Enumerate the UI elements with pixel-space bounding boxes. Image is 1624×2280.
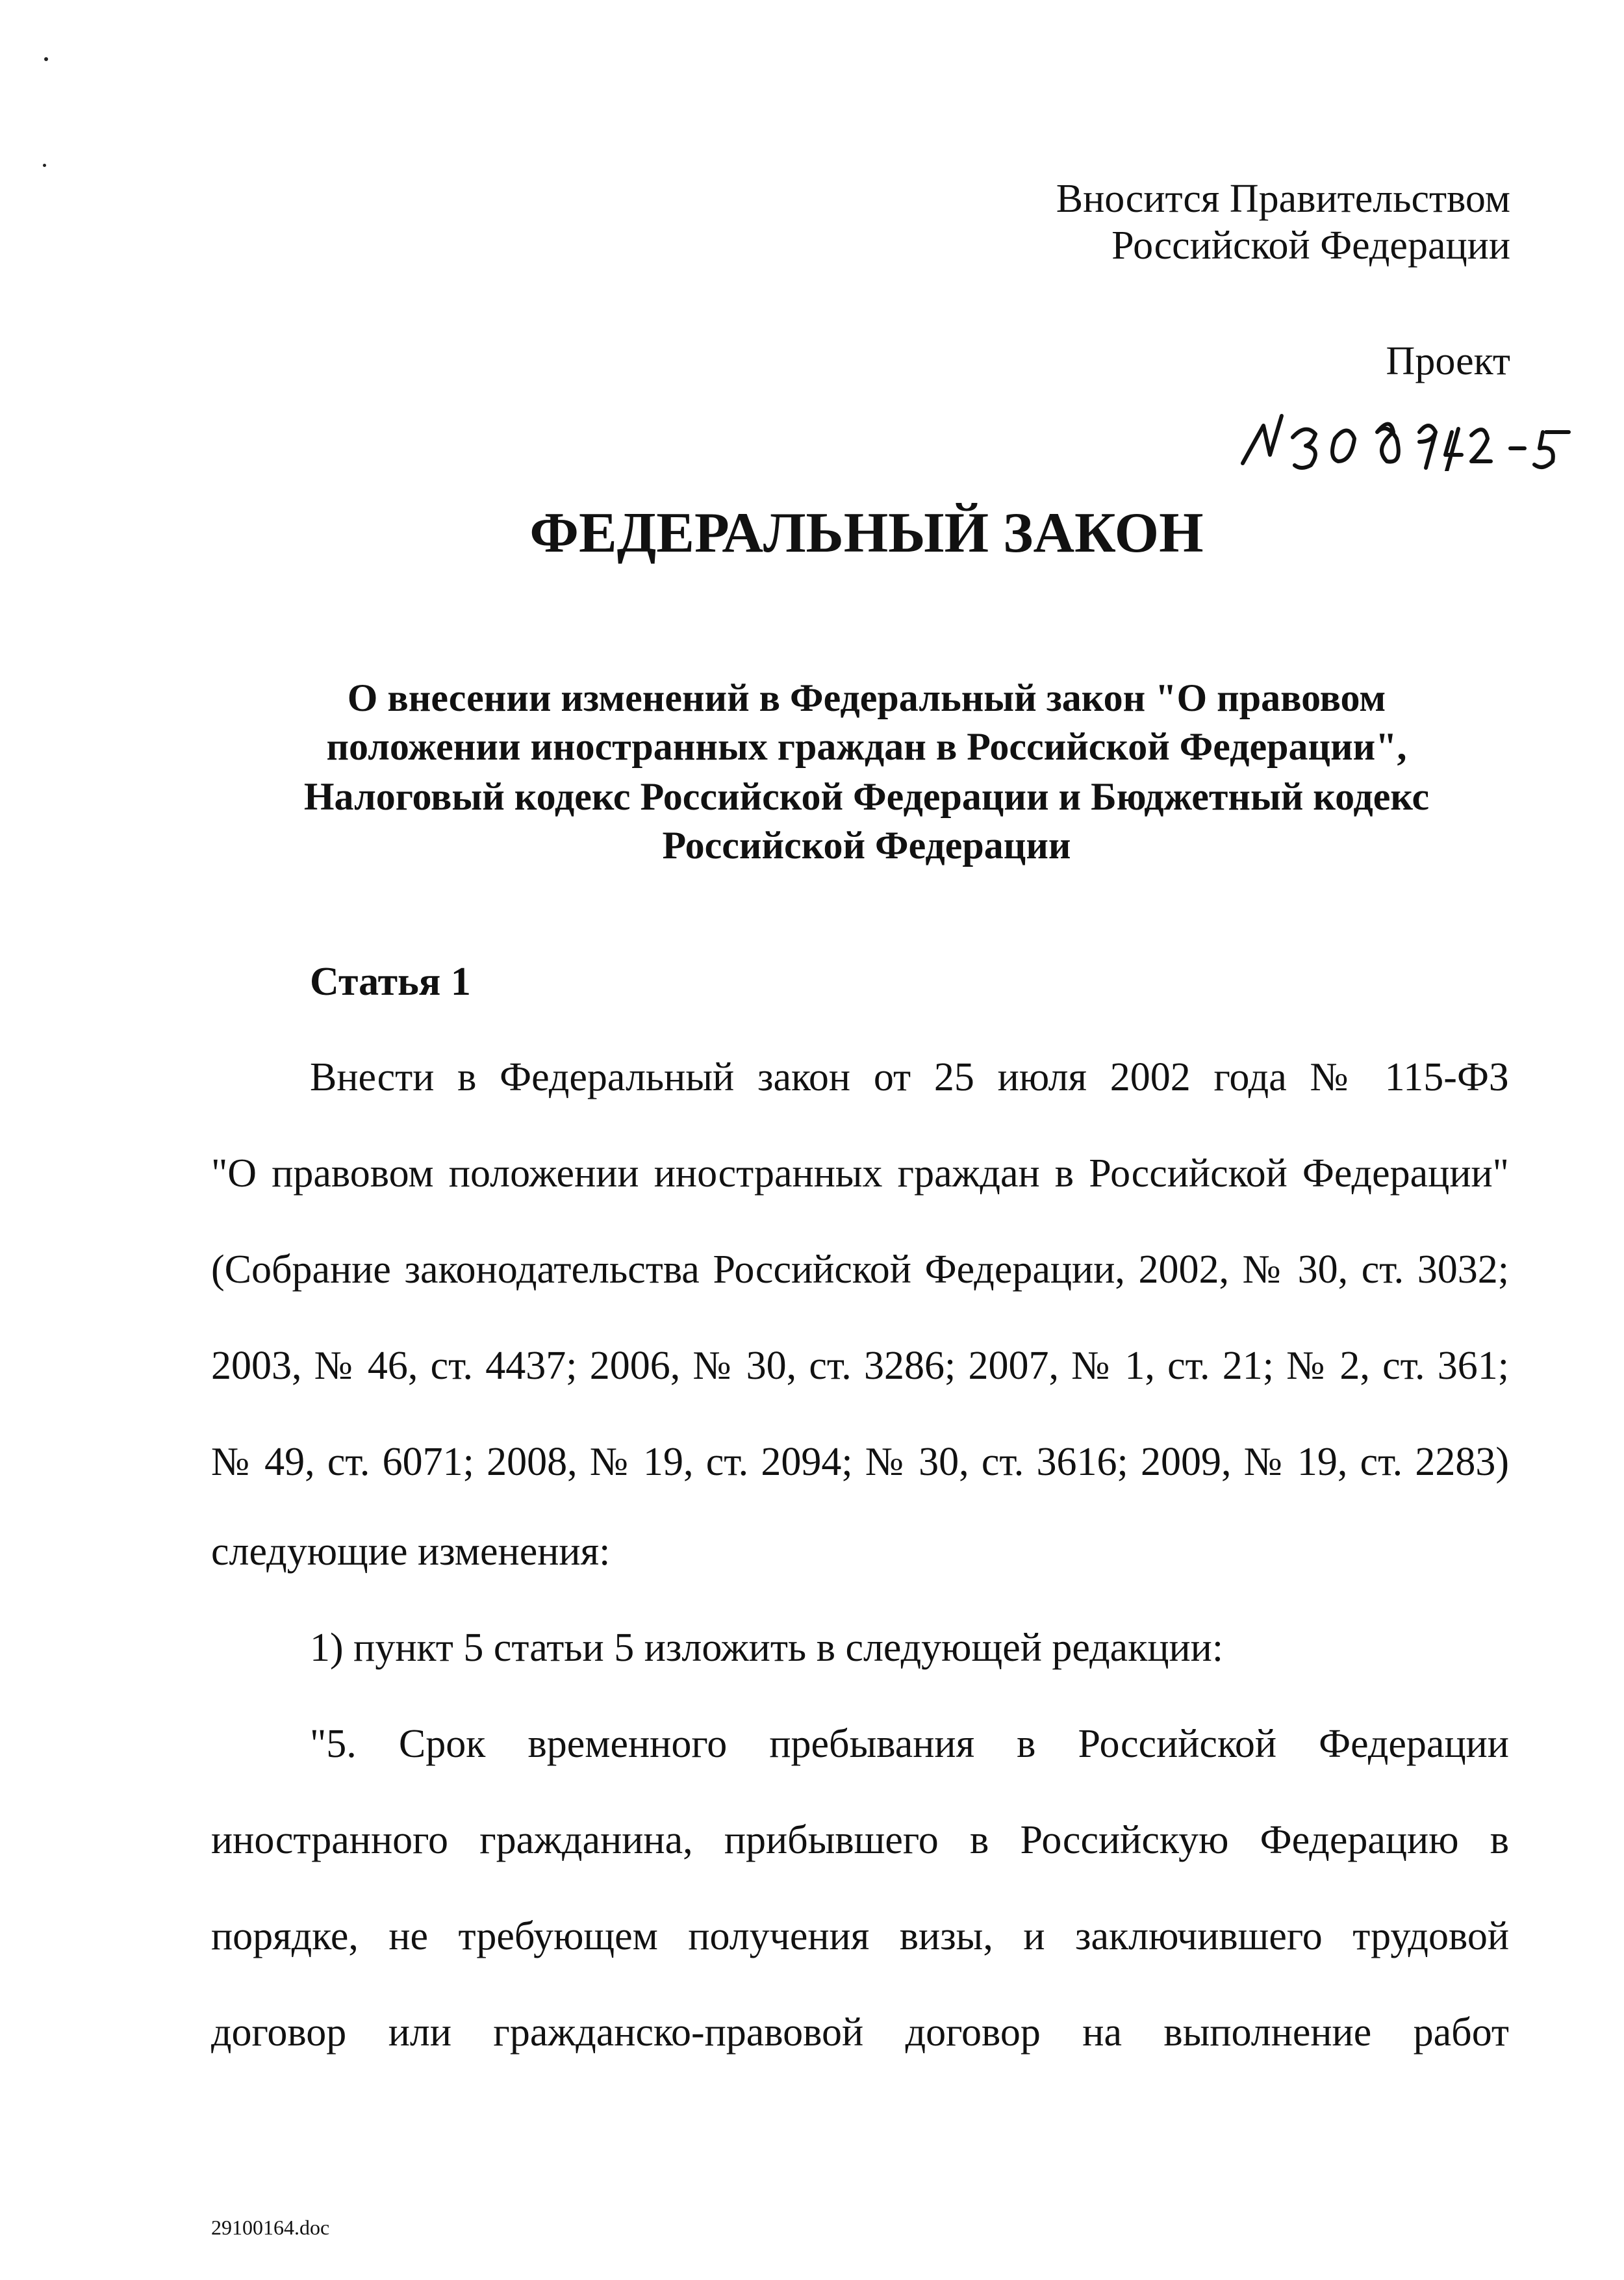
body-line: 2003, № 46, ст. 4437; 2006, № 30, ст. 3286; 2007, № 1, ст. 21; № 2, ст. 361; (211, 1344, 1509, 1388)
submitted-by-line1: Вносится Правительством (1056, 177, 1510, 221)
subtitle-line: Российской Федерации (662, 824, 1071, 867)
handwritten-registration-number (1237, 406, 1575, 471)
draft-status: Проект (1386, 339, 1510, 383)
subtitle-line: Налоговый кодекс Российской Федерации и Бюджетный кодекс (303, 775, 1430, 818)
scan-speck (43, 164, 46, 167)
body-line: (Собрание законодательства Российской Федерации, 2002, № 30, ст. 3032; (211, 1248, 1509, 1292)
document-title: ФЕДЕРАЛЬНЫЙ ЗАКОН (529, 502, 1204, 565)
subtitle-line: положении иностранных граждан в Российской Федерации", (326, 725, 1407, 768)
body-line: "О правовом положении иностранных граждан в Российской Федерации" (211, 1151, 1509, 1196)
body-line: "5. Срок временного пребывания в Российской Федерации (310, 1722, 1509, 1766)
footer-filename: 29100164.doc (211, 2216, 330, 2239)
body-line: иностранного гражданина, прибывшего в Российскую Федерацию в (211, 1818, 1509, 1862)
body-line: № 49, ст. 6071; 2008, № 19, ст. 2094; № 30, ст. 3616; 2009, № 19, ст. 2283) (211, 1440, 1509, 1484)
body-line: 1) пункт 5 статьи 5 изложить в следующей редакции: (310, 1626, 1224, 1670)
body-line: договор или гражданско-правовой договор на выполнение работ (211, 2010, 1509, 2055)
subtitle-line: О внесении изменений в Федеральный закон "О правовом (347, 676, 1386, 719)
article-heading: Статья 1 (310, 960, 471, 1004)
body-line: Внести в Федеральный закон от 25 июля 2002 года № 115-ФЗ (310, 1055, 1509, 1099)
body-line: порядке, не требующем получения визы, и заключившего трудовой (211, 1914, 1509, 1958)
scan-speck (44, 57, 48, 61)
submitted-by-line2: Российской Федерации (1111, 224, 1510, 268)
body-line: следующие изменения: (211, 1530, 611, 1574)
